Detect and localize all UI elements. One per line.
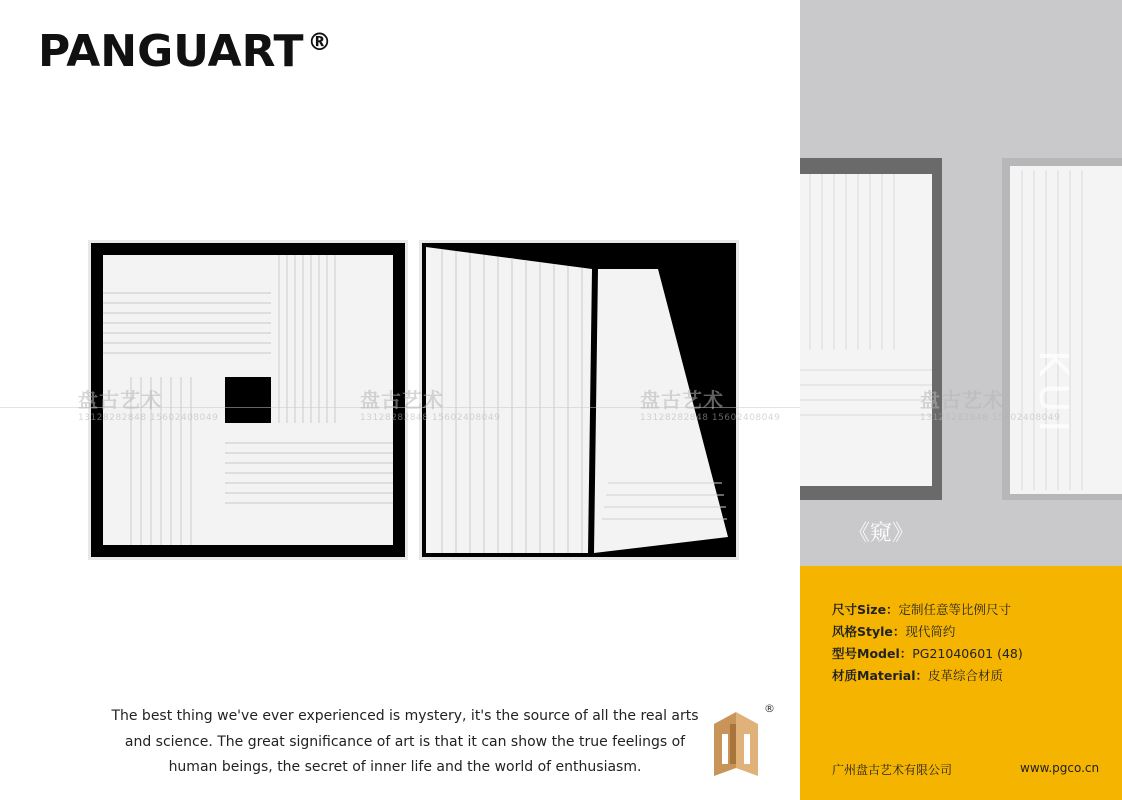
artwork-left (88, 240, 408, 560)
artwork-left-image (91, 243, 405, 557)
logo-icon (710, 704, 776, 780)
watermark: 盘古艺术 13128282848 15602408049 (640, 388, 781, 423)
spec-style: 风格Style：现代简约 (832, 624, 956, 639)
spec-model: 型号Model：PG21040601 (48) (832, 646, 1023, 661)
panguart-logo (710, 704, 776, 780)
room-photo-image (800, 0, 1122, 566)
artwork-right-image (422, 243, 736, 557)
watermark: 盘古艺术 13128282848 15602408049 (920, 388, 1061, 423)
watermark: 盘古艺术 13128282848 15602408049 (360, 388, 501, 423)
logo-registered-mark: ® (764, 702, 775, 715)
room-photo (800, 0, 1122, 566)
quote: The best thing we've ever experienced is mystery, it's the source of all the real arts and science. The great significance of art is that it can show the true feelings of human beings, the secret of inner life and the world of enthusiasm. (111, 708, 699, 775)
side-text: KUI (1030, 350, 1076, 441)
watermark-line (0, 407, 800, 408)
spec-material: 材质Material：皮革综合材质 (832, 668, 1004, 683)
spec-size: 尺寸Size：定制任意等比例尺寸 (832, 602, 1012, 617)
artwork-right (419, 240, 739, 560)
brand-logo-text: PANGUART ® (38, 26, 332, 77)
watermark: 盘古艺术 13128282848 15602408049 (78, 388, 219, 423)
company-name: 广州盘古艺术有限公司 (832, 763, 953, 777)
artwork-title: 《窥》 (848, 521, 915, 546)
registered-mark: ® (307, 28, 332, 56)
website-link[interactable]: www.pgco.cn (1020, 761, 1100, 775)
